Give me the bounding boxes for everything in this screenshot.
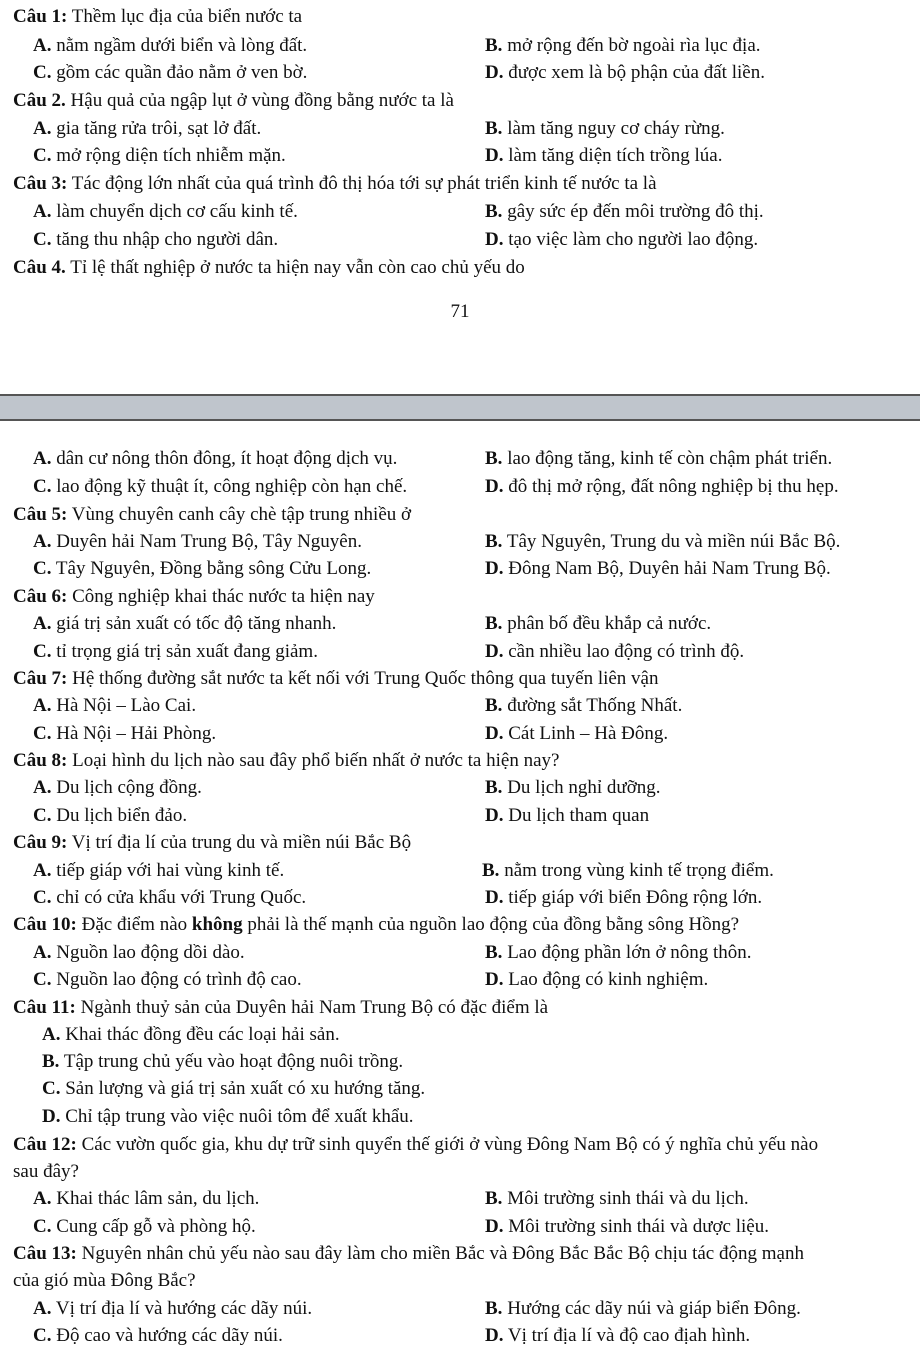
option-12a: A. Khai thác lâm sản, du lịch.: [33, 1188, 260, 1209]
option-3b: B. gây sức ép đến môi trường đô thị.: [485, 201, 764, 222]
question-3: Câu 3: Tác động lớn nhất của quá trình đô thị hóa tới sự phát triển kinh tế nước ta là: [13, 173, 657, 194]
option-6d: D. cần nhiều lao động có trình độ.: [485, 641, 745, 662]
option-3d: D. tạo việc làm cho người lao động.: [485, 229, 759, 250]
option-9a: A. tiếp giáp với hai vùng kinh tế.: [33, 860, 285, 881]
option-10c: C. Nguồn lao động có trình độ cao.: [33, 969, 302, 990]
top-edge-fragment: [560, 0, 920, 3]
option-1d: D. được xem là bộ phận của đất liền.: [485, 62, 765, 83]
page-number: 71: [450, 301, 470, 322]
question-9: Câu 9: Vị trí địa lí của trung du và miền núi Bắc Bộ: [13, 832, 412, 853]
option-13d: D. Vị trí địa lí và độ cao địah hình.: [485, 1325, 751, 1346]
option-10a: A. Nguồn lao động dồi dào.: [33, 942, 245, 963]
option-13c: C. Độ cao và hướng các dãy núi.: [33, 1325, 283, 1346]
option-4c: C. lao động kỹ thuật ít, công nghiệp còn hạn chế.: [33, 476, 408, 497]
question-8: Câu 8: Loại hình du lịch nào sau đây phổ biến nhất ở nước ta hiện nay?: [13, 750, 560, 771]
option-10d: D. Lao động có kinh nghiệm.: [485, 969, 709, 990]
option-4b: B. lao động tăng, kinh tế còn chậm phát triển.: [485, 448, 833, 469]
option-11b: B. Tập trung chủ yếu vào hoạt động nuôi trồng.: [42, 1051, 404, 1072]
option-7a: A. Hà Nội – Lào Cai.: [33, 695, 197, 716]
question-10: Câu 10: Đặc điểm nào không phải là thế mạnh của nguồn lao động của đồng bằng sông Hồng?: [13, 914, 740, 935]
option-8b: B. Du lịch nghỉ dưỡng.: [485, 777, 661, 798]
option-5c: C. Tây Nguyên, Đồng bằng sông Cửu Long.: [33, 558, 372, 579]
option-4d: D. đô thị mở rộng, đất nông nghiệp bị thu hẹp.: [485, 476, 839, 497]
option-7b: B. đường sắt Thống Nhất.: [485, 695, 683, 716]
option-1b: B. mở rộng đến bờ ngoài rìa lục địa.: [485, 35, 761, 56]
option-5d: D. Đông Nam Bộ, Duyên hải Nam Trung Bộ.: [485, 558, 831, 579]
option-2a: A. gia tăng rửa trôi, sạt lở đất.: [33, 118, 262, 139]
option-9d: D. tiếp giáp với biển Đông rộng lớn.: [485, 887, 763, 908]
option-5b: B. Tây Nguyên, Trung du và miền núi Bắc Bộ.: [485, 531, 841, 552]
question-1: Câu 1: Thềm lục địa của biển nước ta: [13, 6, 303, 27]
option-6c: C. tỉ trọng giá trị sản xuất đang giảm.: [33, 641, 318, 662]
option-1a: A. nằm ngầm dưới biển và lòng đất.: [33, 35, 308, 56]
option-1c: C. gồm các quần đảo nằm ở ven bờ.: [33, 62, 308, 83]
page-break-divider: [0, 394, 920, 421]
option-3a: A. làm chuyển dịch cơ cấu kinh tế.: [33, 201, 298, 222]
option-7c: C. Hà Nội – Hải Phòng.: [33, 723, 217, 744]
option-11c: C. Sản lượng và giá trị sản xuất có xu hướng tăng.: [42, 1078, 426, 1099]
option-2c: C. mở rộng diện tích nhiễm mặn.: [33, 145, 286, 166]
option-8c: C. Du lịch biển đảo.: [33, 805, 188, 826]
question-12: Câu 12: Các vườn quốc gia, khu dự trữ sinh quyển thế giới ở vùng Đông Nam Bộ có ý nghĩa chủ yếu nào: [13, 1134, 819, 1155]
option-2d: D. làm tăng diện tích trồng lúa.: [485, 145, 723, 166]
option-6b: B. phân bố đều khắp cả nước.: [485, 613, 712, 634]
question-11: Câu 11: Ngành thuỷ sản của Duyên hải Nam Trung Bộ có đặc điểm là: [13, 997, 549, 1018]
option-12d: D. Môi trường sinh thái và dược liệu.: [485, 1216, 769, 1237]
question-6: Câu 6: Công nghiệp khai thác nước ta hiện nay: [13, 586, 375, 607]
option-2b: B. làm tăng nguy cơ cháy rừng.: [485, 118, 725, 139]
question-2: Câu 2. Hậu quả của ngập lụt ở vùng đồng bằng nước ta là: [13, 90, 454, 111]
option-4a: A. dân cư nông thôn đông, ít hoạt động dịch vụ.: [33, 448, 398, 469]
question-5: Câu 5: Vùng chuyên canh cây chè tập trung nhiều ở: [13, 504, 412, 525]
option-11a: A. Khai thác đồng đều các loại hải sản.: [42, 1024, 340, 1045]
option-13b: B. Hướng các dãy núi và giáp biển Đông.: [485, 1298, 801, 1319]
option-12b: B. Môi trường sinh thái và du lịch.: [485, 1188, 749, 1209]
option-9b: B. nằm trong vùng kinh tế trọng điểm.: [482, 860, 774, 881]
question-7: Câu 7: Hệ thống đường sắt nước ta kết nối với Trung Quốc thông qua tuyến liên vận: [13, 668, 659, 689]
question-13-line2: của gió mùa Đông Bắc?: [13, 1270, 196, 1291]
option-13a: A. Vị trí địa lí và hướng các dãy núi.: [33, 1298, 313, 1319]
option-12c: C. Cung cấp gỗ và phòng hộ.: [33, 1216, 256, 1237]
option-5a: A. Duyên hải Nam Trung Bộ, Tây Nguyên.: [33, 531, 362, 552]
option-3c: C. tăng thu nhập cho người dân.: [33, 229, 279, 250]
question-13: Câu 13: Nguyên nhân chủ yếu nào sau đây làm cho miền Bắc và Đông Bắc Bắc Bộ chịu tác động mạnh: [13, 1243, 804, 1264]
option-6a: A. giá trị sản xuất có tốc độ tăng nhanh.: [33, 613, 337, 634]
option-8a: A. Du lịch cộng đồng.: [33, 777, 202, 798]
option-10b: B. Lao động phần lớn ở nông thôn.: [485, 942, 752, 963]
option-7d: D. Cát Linh – Hà Đông.: [485, 723, 669, 744]
option-11d: D. Chỉ tập trung vào việc nuôi tôm để xuất khẩu.: [42, 1106, 414, 1127]
option-8d: D. Du lịch tham quan: [485, 805, 650, 826]
option-9c: C. chỉ có cửa khẩu với Trung Quốc.: [33, 887, 307, 908]
question-12-line2: sau đây?: [13, 1161, 79, 1182]
question-4: Câu 4. Tỉ lệ thất nghiệp ở nước ta hiện nay vẫn còn cao chủ yếu do: [13, 257, 525, 278]
